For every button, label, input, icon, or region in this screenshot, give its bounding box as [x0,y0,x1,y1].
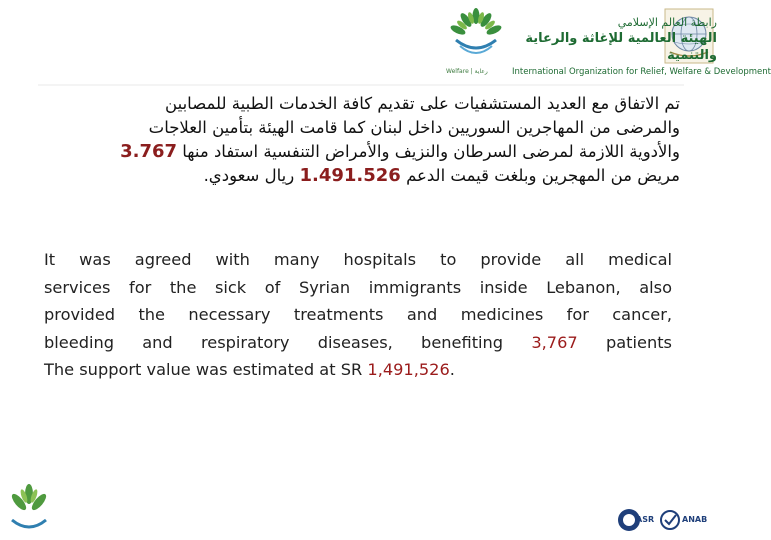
header-divider [38,84,684,86]
arabic-line-3 [40,140,680,164]
english-line-5-after: . [449,360,455,379]
english-line-4-after: patients [605,332,672,352]
arabic-line-4-text-after: ريال سعودي. [203,166,295,185]
arabic-line-4 [40,164,680,188]
corner-leaf-icon [6,480,52,536]
org-name-arabic-top: رابطة العالم الإسلامي [617,16,717,29]
english-line-5 [44,356,672,384]
arabic-line-2: والمرضى من المهاجرين السوريين داخل لبنان كما قامت الهيئة بتأمين العلاجات [148,118,680,137]
english-line-4-before: bleeding and respiratory diseases, benefiting [44,332,504,352]
english-line-1: It was agreed with many hospitals to provide all medical [44,250,672,269]
arabic-support-value: 1.491.526 [299,165,401,186]
anab-accreditation-icon [660,506,710,538]
english-line-2: services for the sick of Syrian immigrants inside Lebanon, also [44,277,672,297]
anab-label: ANAB [682,515,708,524]
org-name-block [512,16,771,78]
english-line-3: provided the necessary treatments and medicines for cancer, [44,305,672,324]
org-name-english: International Organization for Relief, Welfare & Development [512,67,771,77]
leaf-wreath-logo-icon [444,6,508,74]
arabic-line-4-text-before: مريض من المهجرين وبلغت قيمت الدعم [406,166,680,185]
logo-caption: Welfare | رعاية [446,68,488,75]
english-paragraph [44,246,672,384]
english-line-5-before: The support value was estimated at SR [44,360,363,379]
asr-certification-icon [616,507,655,537]
arabic-paragraph [40,92,680,188]
english-patients-count: 3,767 [531,332,578,352]
arabic-line-1: تم الاتفاق مع العديد المستشفيات على تقديم كافة الخدمات الطبية للمصابين [165,94,680,113]
arabic-line-3-text: والأدوية اللازمة لمرضى السرطان والنزيف والأمراض التنفسية استفاد منها [182,142,680,161]
arabic-patients-count: 3.767 [120,141,178,162]
org-name-arabic-main: الهيئة العالمية للإغاثة والرعاية والتنمية [525,31,717,63]
english-line-4 [44,329,672,357]
asr-label: ASR [636,515,655,524]
page-header [0,0,771,78]
english-support-value: 1,491,526 [367,360,450,379]
